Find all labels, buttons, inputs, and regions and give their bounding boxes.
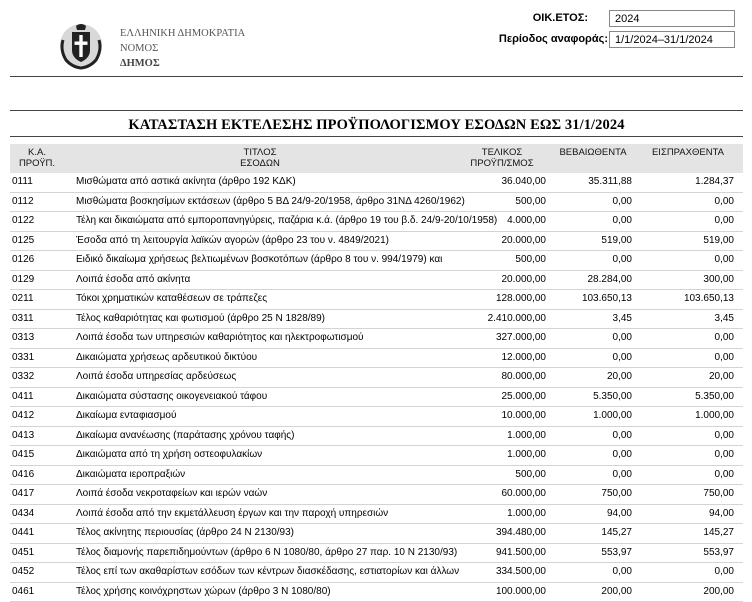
row-code: 0126 [12, 251, 62, 269]
row-budget: 12.000,00 [450, 349, 546, 367]
row-code: 0441 [12, 524, 62, 542]
row-title: Τέλος καθαριότητας και φωτισμού (άρθρο 25 Ν 1828/89) [76, 310, 448, 328]
row-code: 0451 [12, 544, 62, 562]
col-header-budget-line2: ΠΡΟΫΠ/ΣΜΟΣ [470, 158, 533, 169]
row-title: Τέλος ακίνητης περιουσίας (άρθρο 24 Ν 2130/93) [76, 524, 448, 542]
coat-of-arms-icon [58, 20, 104, 70]
row-title: Τέλος επί των ακαθαρίστων εσόδων των κέντρων διασκέδασης, εστιατορίων και άλλων [76, 563, 448, 581]
row-budget: 334.500,00 [450, 563, 546, 581]
row-title: Έσοδα από τη λειτουργία λαϊκών αγορών (άρθρο 23 του ν. 4849/2021) [76, 232, 448, 250]
row-collected: 0,00 [636, 329, 734, 347]
row-collected: 103.650,13 [636, 290, 734, 308]
row-budget: 500,00 [450, 251, 546, 269]
row-budget: 941.500,00 [450, 544, 546, 562]
row-title: Δικαίωμα ενταφιασμού [76, 407, 448, 425]
row-verified: 5.350,00 [550, 388, 632, 406]
header-divider [10, 76, 743, 77]
table-row [10, 524, 743, 544]
row-verified: 20,00 [550, 368, 632, 386]
row-collected: 750,00 [636, 485, 734, 503]
row-collected: 0,00 [636, 251, 734, 269]
row-verified: 3,45 [550, 310, 632, 328]
row-collected: 0,00 [636, 563, 734, 581]
table-row [10, 544, 743, 564]
row-verified: 94,00 [550, 505, 632, 523]
row-title: Ειδικό δικαίωμα χρήσεως βελτιωμένων βοσκοτόπων (άρθρο 8 του ν. 994/1979) και [76, 251, 448, 269]
title-bottom-rule [10, 136, 743, 137]
col-header-title-line2: ΕΣΟΔΩΝ [240, 158, 280, 169]
row-budget: 20.000,00 [450, 271, 546, 289]
row-title: Τέλος διαμονής παρεπιδημούντων (άρθρο 6 Ν 1080/80, άρθρο 27 παρ. 10 Ν 2130/93) [76, 544, 448, 562]
row-budget: 394.480,00 [450, 524, 546, 542]
row-budget: 36.040,00 [450, 173, 546, 191]
fiscal-year-value: 2024 [609, 10, 735, 27]
row-collected: 553,97 [636, 544, 734, 562]
row-title: Δικαιώματα από τη χρήση οστεοφυλακίων [76, 446, 448, 464]
table-row [10, 349, 743, 369]
row-verified: 0,00 [550, 563, 632, 581]
table-row [10, 251, 743, 271]
row-title: Τόκοι χρηματικών καταθέσεων σε τράπεζες [76, 290, 448, 308]
col-header-verified: ΒΕΒΑΙΩΘΕΝΤΑ [550, 147, 636, 158]
row-code: 0331 [12, 349, 62, 367]
table-row [10, 271, 743, 291]
row-verified: 145,27 [550, 524, 632, 542]
row-title: Δικαιώματα χρήσεως αρδευτικού δικτύου [76, 349, 448, 367]
row-title: Τέλη και δικαιώματα από εμποροπανηγύρεις, παζάρια κ.ά. (άρθρο 19 του β.δ. 24/9-20/10/1958) [76, 212, 448, 230]
col-header-budget [458, 147, 546, 169]
row-budget: 20.000,00 [450, 232, 546, 250]
row-verified: 0,00 [550, 427, 632, 445]
government-header [120, 26, 245, 71]
row-budget: 327.000,00 [450, 329, 546, 347]
table-row [10, 407, 743, 427]
row-budget: 1.000,00 [450, 427, 546, 445]
row-code: 0311 [12, 310, 62, 328]
row-budget: 4.000,00 [450, 212, 546, 230]
row-title: Λοιπά έσοδα από την εκμετάλλευση έργων και την παροχή υπηρεσιών [76, 505, 448, 523]
row-title: Μισθώματα από αστικά ακίνητα (άρθρο 192 ΚΔΚ) [76, 173, 448, 191]
row-code: 0313 [12, 329, 62, 347]
table-row [10, 466, 743, 486]
col-header-title-line1: ΤΙΤΛΟΣ [244, 147, 277, 158]
col-header-code [10, 147, 64, 169]
row-collected: 0,00 [636, 212, 734, 230]
row-code: 0417 [12, 485, 62, 503]
col-header-title [160, 147, 360, 169]
report-title: ΚΑΤΑΣΤΑΣΗ ΕΚΤΕΛΕΣΗΣ ΠΡΟΫΠΟΛΟΓΙΣΜΟΥ ΕΣΟΔΩΝ ΕΩΣ 31/1/2024 [10, 117, 743, 134]
row-collected: 0,00 [636, 427, 734, 445]
row-verified: 553,97 [550, 544, 632, 562]
row-budget: 100.000,00 [450, 583, 546, 601]
row-verified: 35.311,88 [550, 173, 632, 191]
period-value: 1/1/2024–31/1/2024 [609, 31, 735, 48]
row-collected: 5.350,00 [636, 388, 734, 406]
row-title: Μισθώματα βοσκησίμων εκτάσεων (άρθρο 5 ΒΔ 24/9-20/1958, άρθρο 31ΝΔ 4260/1962) [76, 193, 448, 211]
row-code: 0112 [12, 193, 62, 211]
table-row [10, 310, 743, 330]
row-budget: 1.000,00 [450, 505, 546, 523]
row-verified: 0,00 [550, 466, 632, 484]
row-title: Λοιπά έσοδα υπηρεσίας αρδεύσεως [76, 368, 448, 386]
row-verified: 519,00 [550, 232, 632, 250]
row-verified: 1.000,00 [550, 407, 632, 425]
row-budget: 500,00 [450, 466, 546, 484]
row-budget: 80.000,00 [450, 368, 546, 386]
table-row [10, 446, 743, 466]
row-title: Λοιπά έσοδα νεκροταφείων και ιερών ναών [76, 485, 448, 503]
row-collected: 200,00 [636, 583, 734, 601]
row-code: 0122 [12, 212, 62, 230]
row-code: 0412 [12, 407, 62, 425]
row-verified: 0,00 [550, 329, 632, 347]
row-verified: 0,00 [550, 446, 632, 464]
row-code: 0111 [12, 173, 62, 191]
row-verified: 28.284,00 [550, 271, 632, 289]
table-header [10, 144, 743, 173]
gov-line-prefecture: ΝΟΜΟΣ [120, 41, 245, 56]
table-row [10, 329, 743, 349]
col-header-code-line2: ΠΡΟΫΠ. [19, 158, 55, 169]
revenue-table-body [10, 173, 743, 602]
gov-line-republic: ΕΛΛΗΝΙΚΗ ΔΗΜΟΚΡΑΤΙΑ [120, 26, 245, 41]
row-code: 0332 [12, 368, 62, 386]
row-collected: 94,00 [636, 505, 734, 523]
row-collected: 0,00 [636, 193, 734, 211]
row-collected: 1.284,37 [636, 173, 734, 191]
row-code: 0416 [12, 466, 62, 484]
row-collected: 0,00 [636, 349, 734, 367]
table-row [10, 563, 743, 583]
table-row [10, 290, 743, 310]
row-title: Δικαιώματα ιεροπραξιών [76, 466, 448, 484]
table-row [10, 583, 743, 602]
row-code: 0129 [12, 271, 62, 289]
fiscal-year-label: ΟΙΚ.ΕΤΟΣ: [470, 12, 588, 24]
row-verified: 200,00 [550, 583, 632, 601]
row-verified: 750,00 [550, 485, 632, 503]
row-budget: 1.000,00 [450, 446, 546, 464]
title-top-rule [10, 110, 743, 111]
row-budget: 2.410.000,00 [450, 310, 546, 328]
row-verified: 103.650,13 [550, 290, 632, 308]
row-verified: 0,00 [550, 251, 632, 269]
row-collected: 20,00 [636, 368, 734, 386]
gov-line-municipality: ΔΗΜΟΣ [120, 56, 245, 71]
row-budget: 60.000,00 [450, 485, 546, 503]
row-verified: 0,00 [550, 212, 632, 230]
row-code: 0434 [12, 505, 62, 523]
row-collected: 0,00 [636, 466, 734, 484]
period-label: Περίοδος αναφοράς: [470, 33, 608, 45]
col-header-collected: ΕΙΣΠΡΑΧΘΕΝΤΑ [640, 147, 736, 158]
row-code: 0125 [12, 232, 62, 250]
row-budget: 25.000,00 [450, 388, 546, 406]
table-row [10, 173, 743, 193]
row-budget: 10.000,00 [450, 407, 546, 425]
row-collected: 519,00 [636, 232, 734, 250]
row-budget: 128.000,00 [450, 290, 546, 308]
row-collected: 1.000,00 [636, 407, 734, 425]
table-row [10, 505, 743, 525]
row-code: 0452 [12, 563, 62, 581]
row-code: 0461 [12, 583, 62, 601]
row-title: Λοιπά έσοδα των υπηρεσιών καθαριότητος και ηλεκτροφωτισμού [76, 329, 448, 347]
table-row [10, 212, 743, 232]
row-title: Λοιπά έσοδα από ακίνητα [76, 271, 448, 289]
table-row [10, 232, 743, 252]
row-budget: 500,00 [450, 193, 546, 211]
row-title: Τέλος χρήσης κοινόχρηστων χώρων (άρθρο 3 Ν 1080/80) [76, 583, 448, 601]
row-code: 0411 [12, 388, 62, 406]
row-verified: 0,00 [550, 193, 632, 211]
table-row [10, 368, 743, 388]
row-code: 0211 [12, 290, 62, 308]
table-row [10, 485, 743, 505]
col-header-code-line1: Κ.Α. [28, 147, 46, 158]
row-code: 0413 [12, 427, 62, 445]
row-code: 0415 [12, 446, 62, 464]
row-collected: 3,45 [636, 310, 734, 328]
row-title: Δικαιώματα σύστασης οικογενειακού τάφου [76, 388, 448, 406]
row-title: Δικαίωμα ανανέωσης (παράτασης χρόνου ταφής) [76, 427, 448, 445]
row-collected: 300,00 [636, 271, 734, 289]
table-row [10, 427, 743, 447]
table-row [10, 388, 743, 408]
col-header-budget-line1: ΤΕΛΙΚΟΣ [482, 147, 522, 158]
table-row [10, 193, 743, 213]
row-collected: 0,00 [636, 446, 734, 464]
row-collected: 145,27 [636, 524, 734, 542]
row-verified: 0,00 [550, 349, 632, 367]
